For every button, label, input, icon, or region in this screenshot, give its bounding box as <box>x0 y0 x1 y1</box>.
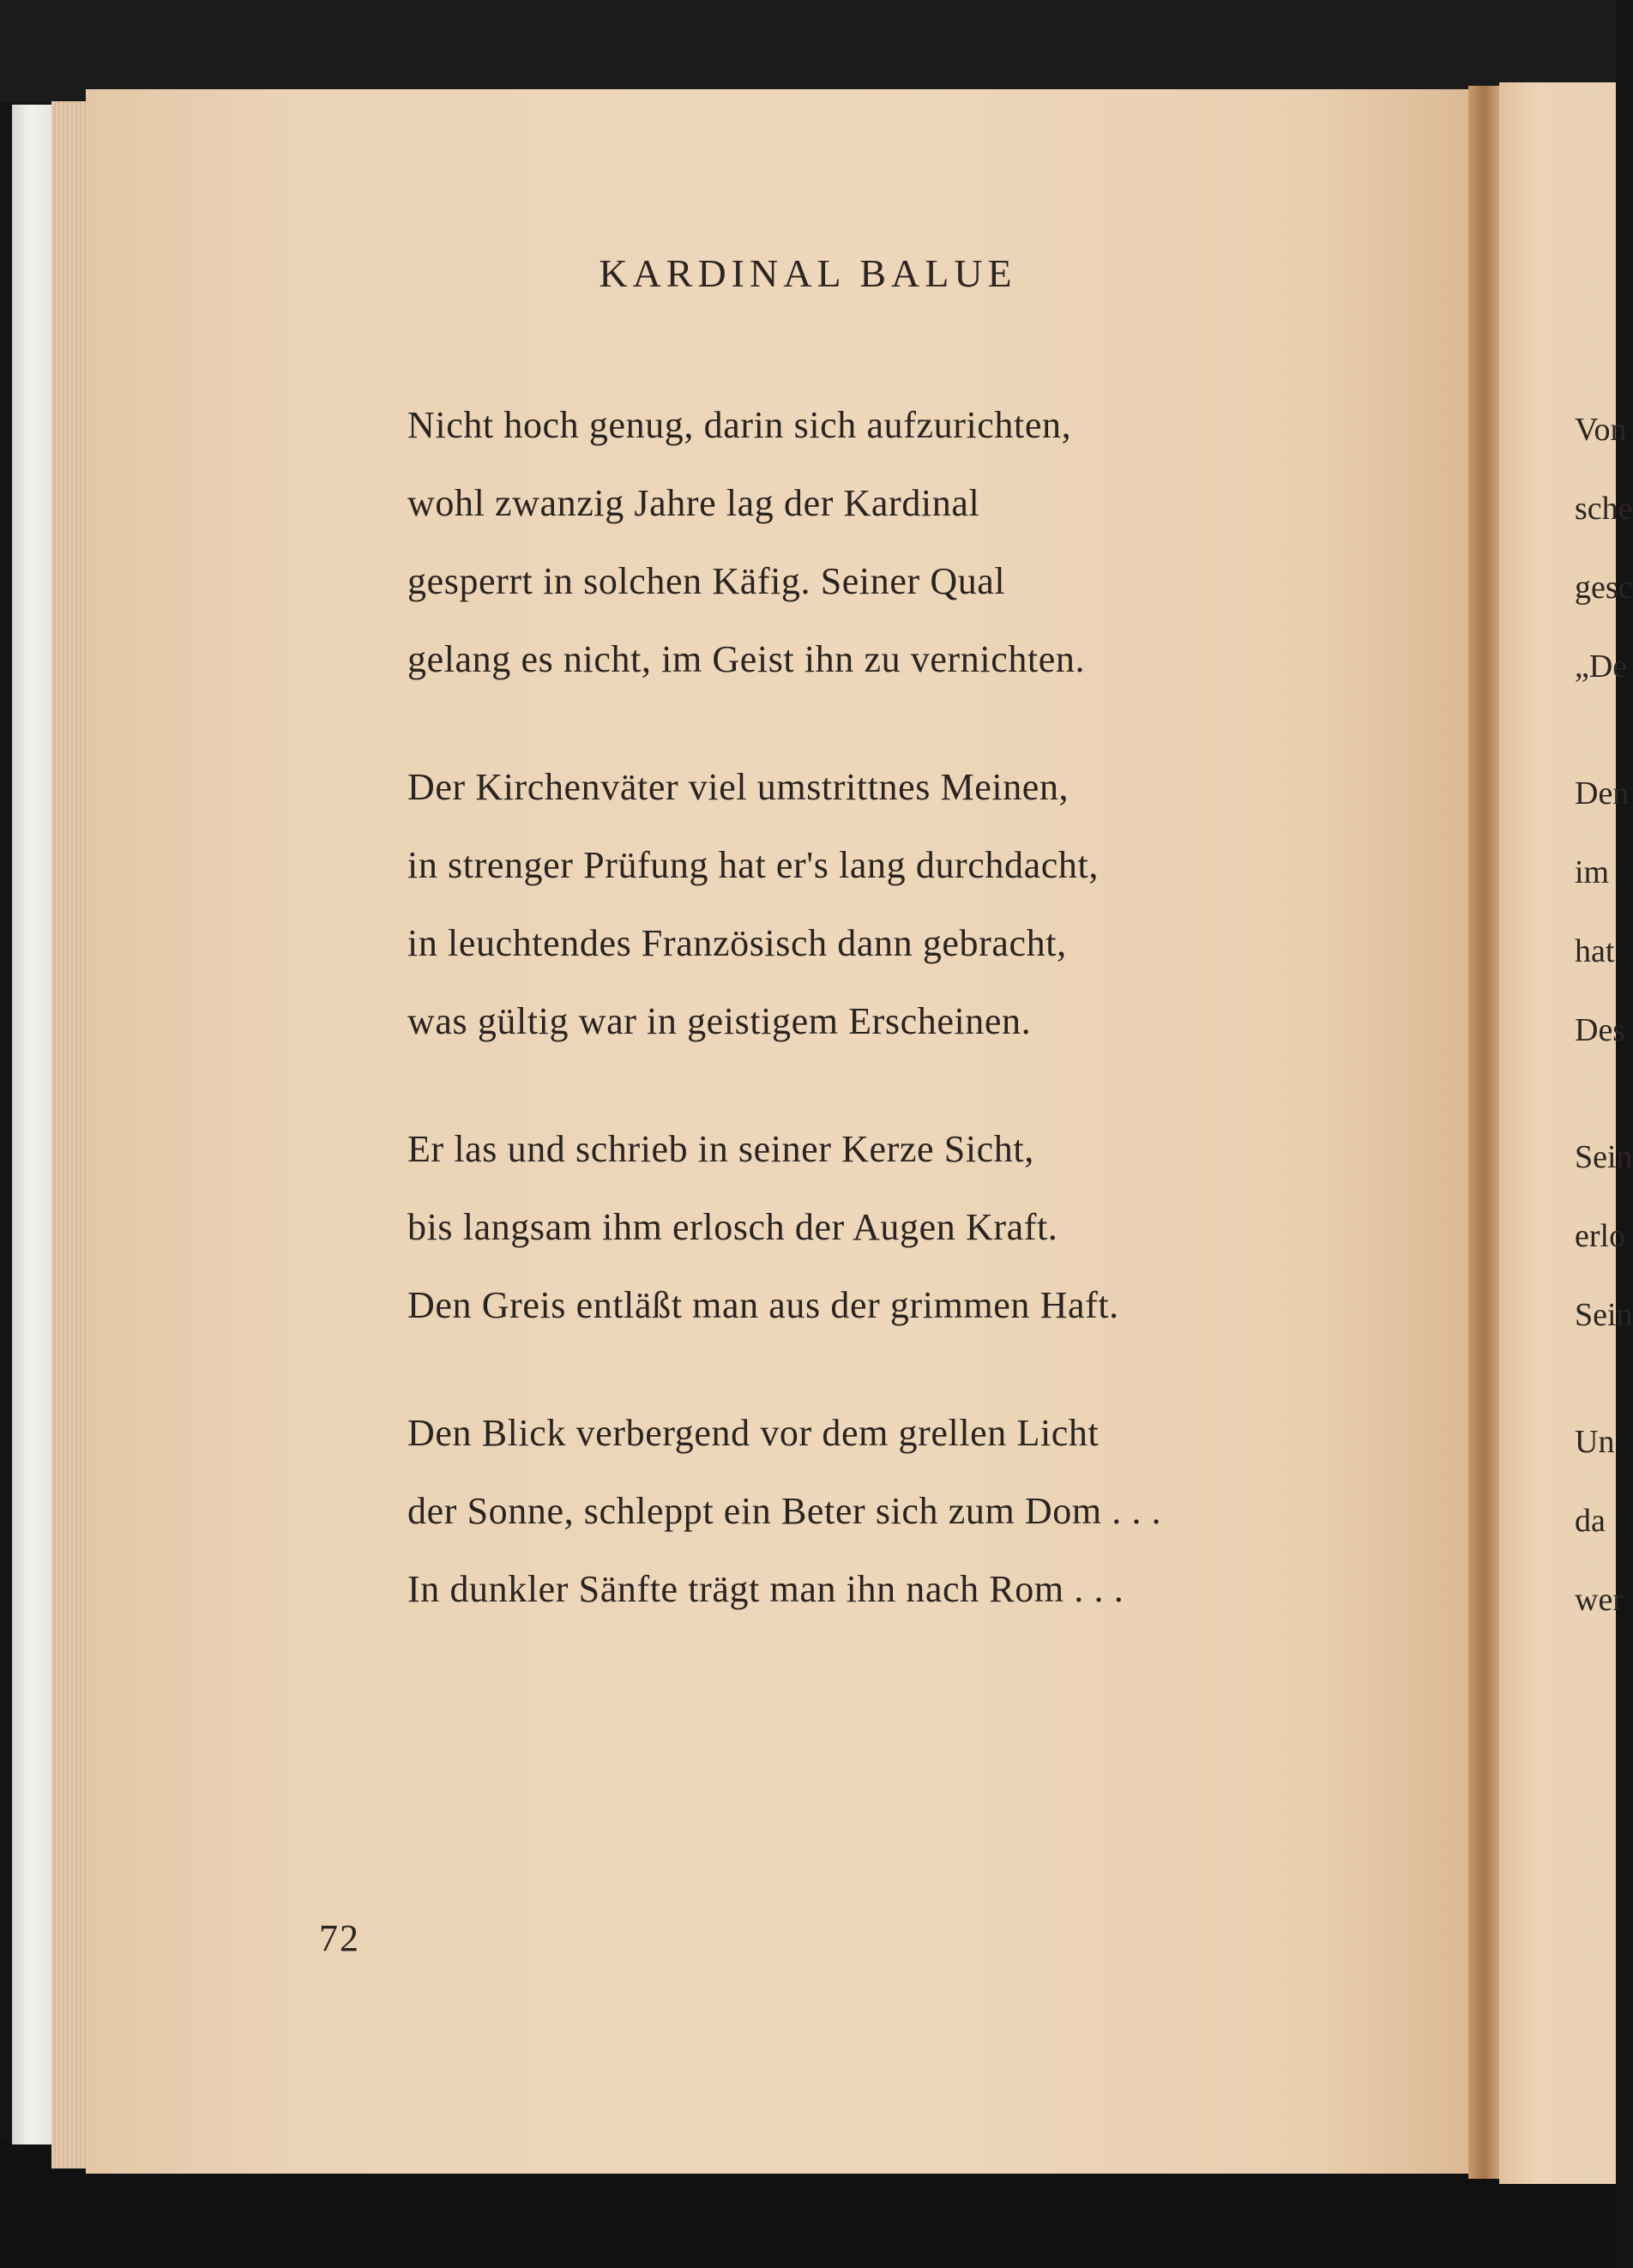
poem-line: Den Blick verbergend vor dem grellen Licht <box>407 1412 1100 1454</box>
poem-line: Den Greis entläßt man aus der grimmen Haft. <box>407 1284 1119 1326</box>
facing-stanza-gap <box>1575 706 1616 754</box>
background-top <box>0 0 1616 103</box>
facing-line-fragment: hat <box>1575 933 1615 969</box>
page-number: 72 <box>319 1917 360 1959</box>
facing-line-fragment: Des <box>1575 1012 1626 1048</box>
stanza-1 <box>407 386 1161 698</box>
facing-line-fragment: gesc <box>1575 570 1633 606</box>
poem-title: KARDINAL BALUE <box>599 251 1017 295</box>
stanza-3 <box>407 1110 1161 1344</box>
facing-line-fragment: „De <box>1575 648 1628 685</box>
poem-line: der Sonne, schleppt ein Beter sich zum Dom . . . <box>407 1490 1162 1532</box>
poem-line: bis langsam ihm erlosch der Augen Kraft. <box>407 1206 1058 1248</box>
facing-line-fragment: wer <box>1575 1582 1624 1618</box>
poem-line: in leuchtendes Französisch dann gebracht, <box>407 922 1067 964</box>
poem-line: gesperrt in solchen Käfig. Seiner Qual <box>407 560 1006 602</box>
facing-line-fragment: im <box>1575 854 1610 890</box>
poem-line: In dunkler Sänfte trägt man ihn nach Rom . . . <box>407 1568 1124 1610</box>
facing-line-fragment: sche <box>1575 491 1633 527</box>
facing-page-text <box>1575 390 1633 1639</box>
poem-body <box>407 386 1161 1678</box>
page-block-edge <box>12 105 57 2144</box>
facing-line-fragment: erlo <box>1575 1218 1626 1254</box>
poem-line: Nicht hoch genug, darin sich aufzurichten, <box>407 404 1072 446</box>
facing-stanza-gap <box>1575 1070 1616 1118</box>
poem-line: Er las und schrieb in seiner Kerze Sicht, <box>407 1128 1034 1170</box>
facing-line-fragment: Sein <box>1575 1139 1633 1175</box>
poem-line: was gültig war in geistigem Erscheinen. <box>407 1000 1032 1042</box>
facing-line-fragment: Den <box>1575 775 1630 811</box>
poem-line: in strenger Prüfung hat er's lang durchdacht, <box>407 844 1099 886</box>
facing-line-fragment: da <box>1575 1503 1606 1539</box>
book-gutter <box>1468 86 1501 2179</box>
facing-line-fragment: Von <box>1575 412 1627 448</box>
facing-stanza-gap <box>1575 1354 1616 1402</box>
poem-line: Der Kirchenväter viel umstrittnes Meinen, <box>407 766 1070 808</box>
poem-line: wohl zwanzig Jahre lag der Kardinal <box>407 482 980 524</box>
facing-line-fragment: Un <box>1575 1424 1615 1460</box>
poem-line: gelang es nicht, im Geist ihn zu vernichten. <box>407 638 1086 680</box>
stanza-4 <box>407 1394 1161 1628</box>
facing-line-fragment: Sein <box>1575 1297 1633 1333</box>
stanza-2 <box>407 748 1161 1060</box>
